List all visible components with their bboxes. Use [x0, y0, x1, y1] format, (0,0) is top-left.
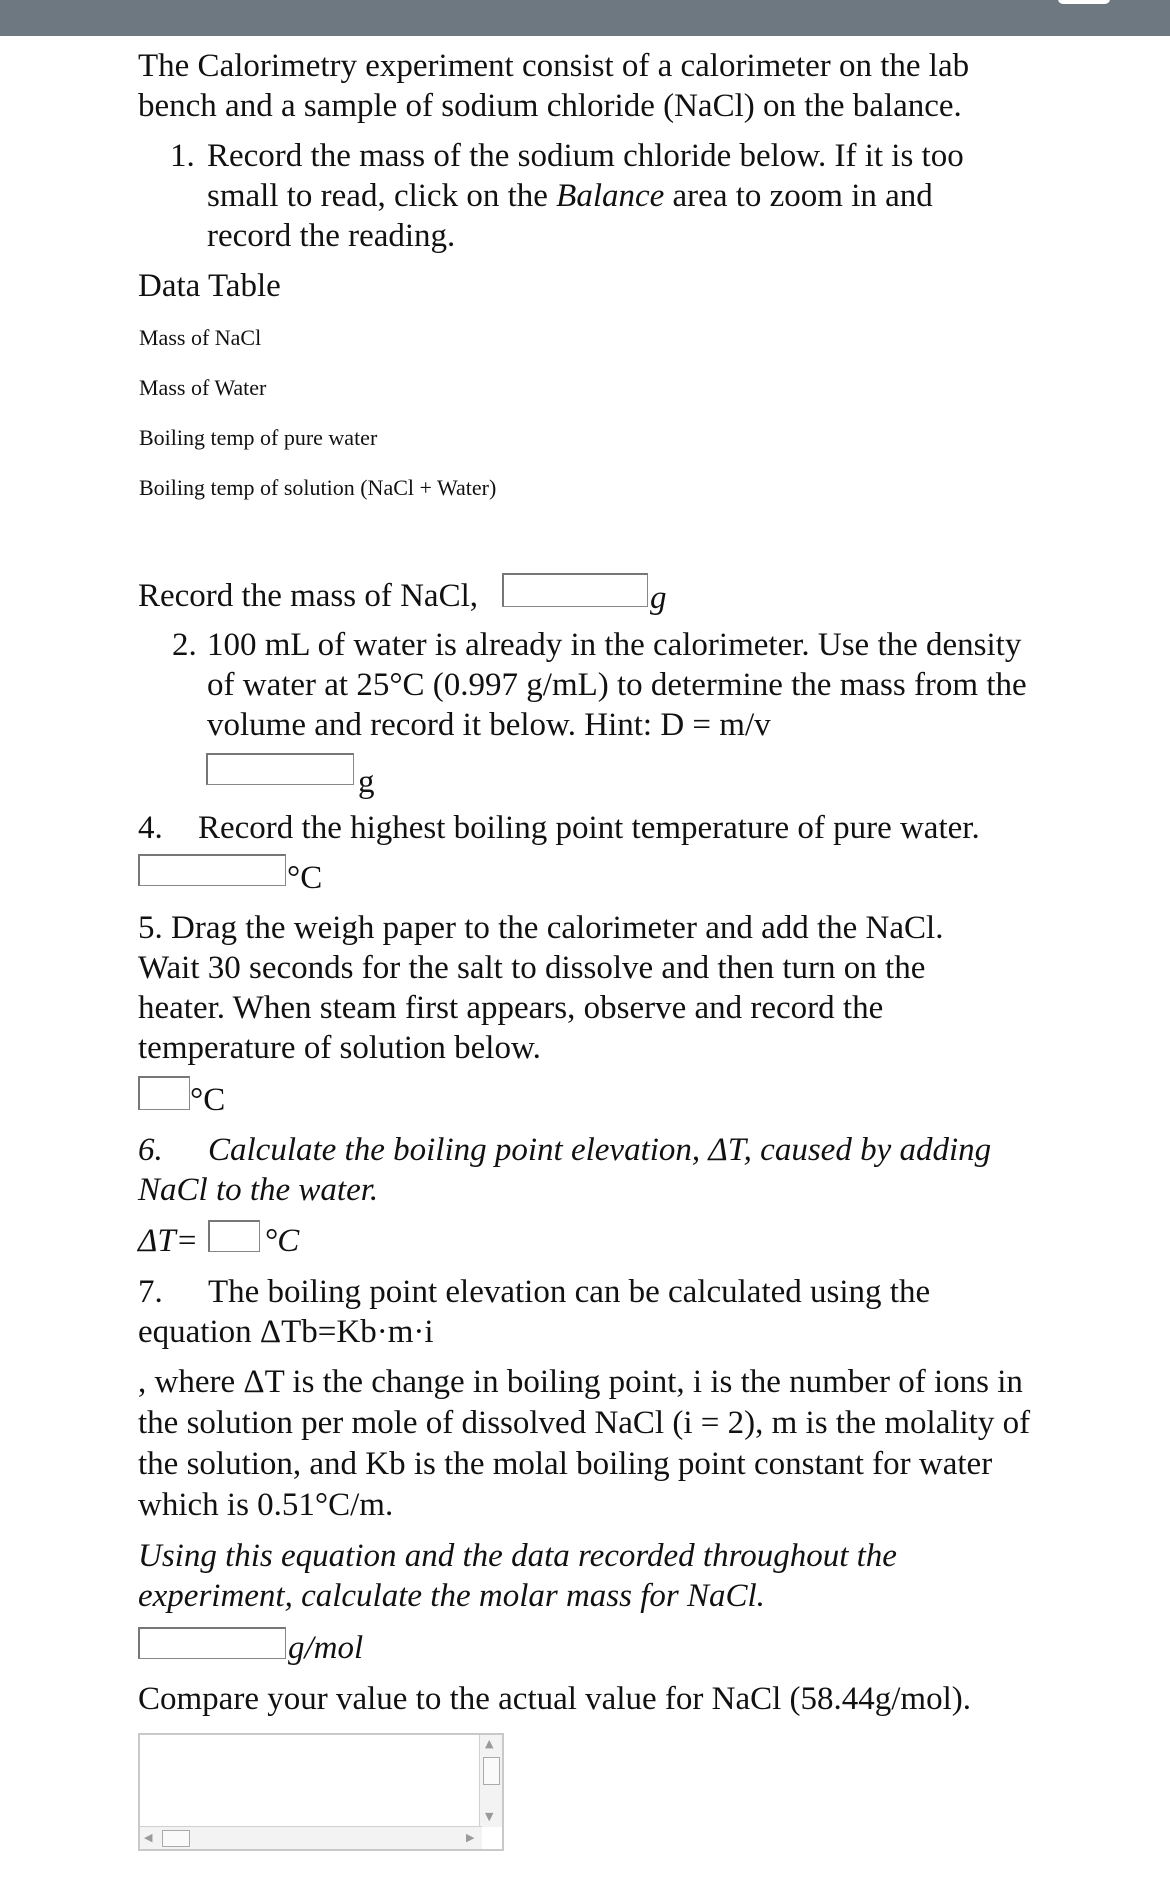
- horizontal-scrollbar[interactable]: [140, 1826, 482, 1849]
- step1-text-b: area to zoom in and record the reading.: [207, 178, 933, 254]
- delta-t-label: ΔT=: [138, 1223, 198, 1259]
- water-mass-input[interactable]: [206, 753, 354, 785]
- nacl-mass-input[interactable]: [502, 573, 648, 607]
- compare-text: Compare your value to the actual value for NaCl (58.44g/mol).: [138, 1681, 972, 1717]
- step2-number: 2.: [172, 627, 197, 663]
- data-table-row-boiling-solution: Boiling temp of solution (NaCl + Water): [139, 475, 497, 500]
- step1-text-a: Record the mass of the sodium chloride below. If it is too small to read, click on the: [207, 138, 964, 214]
- molar-mass-input[interactable]: [138, 1627, 286, 1659]
- scroll-left-icon[interactable]: ◀: [144, 1831, 153, 1844]
- step6-text: Calculate the boiling point elevation, ΔT, caused by adding NaCl to the water.: [138, 1132, 992, 1208]
- compare-answer-textarea[interactable]: [138, 1733, 504, 1851]
- step4-number: 4.: [138, 810, 163, 846]
- step5-text: 5. Drag the weigh paper to the calorimeter and add the NaCl. Wait 30 seconds for the salt to dissolve and then turn on the heater. When steam first appears, observe and record the temperature of solution below.: [138, 910, 944, 1066]
- data-table-row-mass-nacl: Mass of NaCl: [139, 325, 262, 350]
- molar-mass-unit: g/mol: [288, 1630, 364, 1666]
- solution-temp-input[interactable]: [138, 1076, 190, 1110]
- scroll-down-icon[interactable]: ▼: [485, 1810, 494, 1823]
- data-table-row-boiling-pure: Boiling temp of pure water: [139, 425, 378, 450]
- data-table-row-mass-water: Mass of Water: [139, 375, 267, 400]
- delta-t-input[interactable]: [208, 1220, 260, 1252]
- step1-text: [207, 136, 1007, 256]
- data-table-title: Data Table: [138, 268, 281, 304]
- step7-number: 7.: [138, 1274, 163, 1310]
- top-bar: [0, 0, 1170, 36]
- horizontal-scroll-thumb[interactable]: [162, 1830, 190, 1847]
- scroll-right-icon[interactable]: ▶: [466, 1831, 475, 1844]
- step7-text: The boiling point elevation can be calculated using the equation ΔTb=Kb·m·i: [138, 1274, 931, 1350]
- pure-water-temp-input[interactable]: [138, 854, 286, 886]
- scroll-up-icon[interactable]: ▲: [485, 1737, 494, 1750]
- step7-where-text: , where ΔT is the change in boiling point, i is the number of ions in the solution per mole of dissolved NaCl (i = 2), m is the molality of the solution, and Kb is the molal boiling point constant for water which is 0.51°C/m.: [138, 1364, 1031, 1523]
- water-mass-unit: g: [358, 764, 375, 800]
- vertical-scroll-thumb[interactable]: [483, 1757, 500, 1785]
- intro-paragraph: The Calorimetry experiment consist of a calorimeter on the lab bench and a sample of sodium chloride (NaCl) on the balance.: [138, 48, 970, 124]
- step1-number: 1.: [170, 138, 195, 174]
- record-mass-label: Record the mass of NaCl,: [138, 578, 479, 614]
- pure-water-temp-unit: °C: [287, 860, 323, 896]
- step6-number: 6.: [138, 1132, 163, 1168]
- delta-t-unit: °C: [264, 1223, 300, 1259]
- vertical-scrollbar[interactable]: [479, 1735, 502, 1827]
- step1-balance-emphasis: Balance: [556, 178, 665, 214]
- nacl-mass-unit: g: [650, 580, 667, 616]
- step7-using-text: Using this equation and the data recorded throughout the experiment, calculate the molar mass for NaCl.: [138, 1538, 897, 1614]
- solution-temp-unit: °C: [190, 1082, 226, 1118]
- top-bar-handle: [1058, 0, 1110, 4]
- step4-text: Record the highest boiling point temperature of pure water.: [198, 810, 980, 846]
- step2-text: 100 mL of water is already in the calorimeter. Use the density of water at 25°C (0.997 g/mL) to determine the mass from the volume and record it below. Hint: D = m/v: [207, 627, 1027, 743]
